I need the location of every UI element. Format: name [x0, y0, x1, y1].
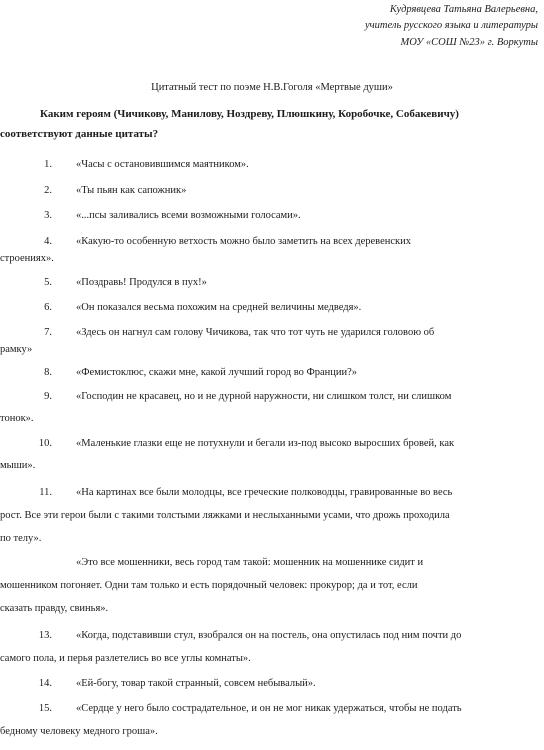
quote-text-continued: рамку» — [0, 344, 33, 355]
quote-number: 13. — [38, 630, 52, 641]
quote-number: 9. — [44, 391, 52, 402]
quote-text: «Господин не красавец, но и не дурной наружности, ни слишком толст, ни слишком — [76, 391, 452, 402]
quote-number: 5. — [44, 277, 52, 288]
task-question-line-1: Каким героям (Чичикову, Манилову, Ноздреву, Плюшкину, Коробочке, Собакевичу) — [40, 108, 459, 120]
task-question-line-2: соответствуют данные цитаты? — [0, 128, 159, 140]
quote-number: 11. — [39, 487, 52, 498]
quote-text: «На картинах все были молодцы, все греческие полководцы, гравированные во весь — [76, 487, 453, 498]
quote-number: 15. — [38, 703, 52, 714]
quote-number: 3. — [44, 210, 52, 221]
quote-text: «Это все мошенники, весь город там такой: мошенник на мошеннике сидит и — [76, 557, 424, 568]
quote-text: «Ты пьян как сапожник» — [76, 185, 187, 196]
quote-number: 8. — [44, 367, 52, 378]
quote-text-continued: мыши». — [0, 460, 36, 471]
quote-text-continued: сказать правду, свинья». — [0, 603, 109, 614]
quote-number: 7. — [44, 327, 52, 338]
quote-text: «...псы заливались всеми возможными голосами». — [76, 210, 301, 221]
quote-number: 6. — [44, 302, 52, 313]
quote-text: «Когда, подставивши стул, взобрался он на постель, она опустилась под ним почти до — [76, 630, 462, 641]
quote-text: «Ей-богу, товар такой странный, совсем небывалый». — [76, 678, 316, 689]
document-title: Цитатный тест по поэме Н.В.Гоголя «Мертвые души» — [151, 82, 393, 93]
quote-text: «Какую-то особенную ветхость можно было заметить на всех деревенских — [76, 236, 411, 247]
author-name: Кудрявцева Татьяна Валерьевна, — [389, 4, 538, 15]
quote-number: 4. — [44, 236, 52, 247]
quote-text-continued: строениях». — [0, 253, 54, 264]
quote-number: 14. — [38, 678, 52, 689]
quote-text-continued: по телу». — [0, 533, 42, 544]
quote-text: «Здесь он нагнул сам голову Чичикова, так что тот чуть не ударился головою об — [76, 327, 435, 338]
author-position: учитель русского языка и литературы — [365, 20, 538, 31]
author-school: МОУ «СОШ №23» г. Воркуты — [400, 37, 538, 48]
quote-text: «Поздравь! Продулся в пух!» — [76, 277, 207, 288]
quote-text: «Он показался весьма похожим на средней величины медведя». — [76, 302, 362, 313]
quote-number: 1. — [44, 159, 52, 170]
quote-text-continued: тонок». — [0, 413, 34, 424]
quote-text-continued: бедному человеку медного гроша». — [0, 726, 158, 737]
quote-text: «Фемистоклюс, скажи мне, какой лучший город во Франции?» — [76, 367, 358, 378]
quote-text-continued: мошенником погоняет. Одни там только и есть порядочный человек: прокурор; да и тот, если — [0, 580, 418, 591]
quote-text-continued: самого пола, и перья разлетелись во все углы комнаты». — [0, 653, 251, 664]
quote-number: 2. — [44, 185, 52, 196]
quote-text: «Маленькие глазки еще не потухнули и бегали из-под высоко выросших бровей, как — [76, 438, 455, 449]
quote-text-continued: рост. Все эти герои были с такими толстыми ляжками и неслыханными усами, что дрожь проходила — [0, 510, 450, 521]
quote-number: 10. — [38, 438, 52, 449]
quote-text: «Сердце у него было сострадательное, и он не мог никак удержаться, чтобы не подать — [76, 703, 462, 714]
quote-text: «Часы с остановившимся маятником». — [76, 159, 249, 170]
